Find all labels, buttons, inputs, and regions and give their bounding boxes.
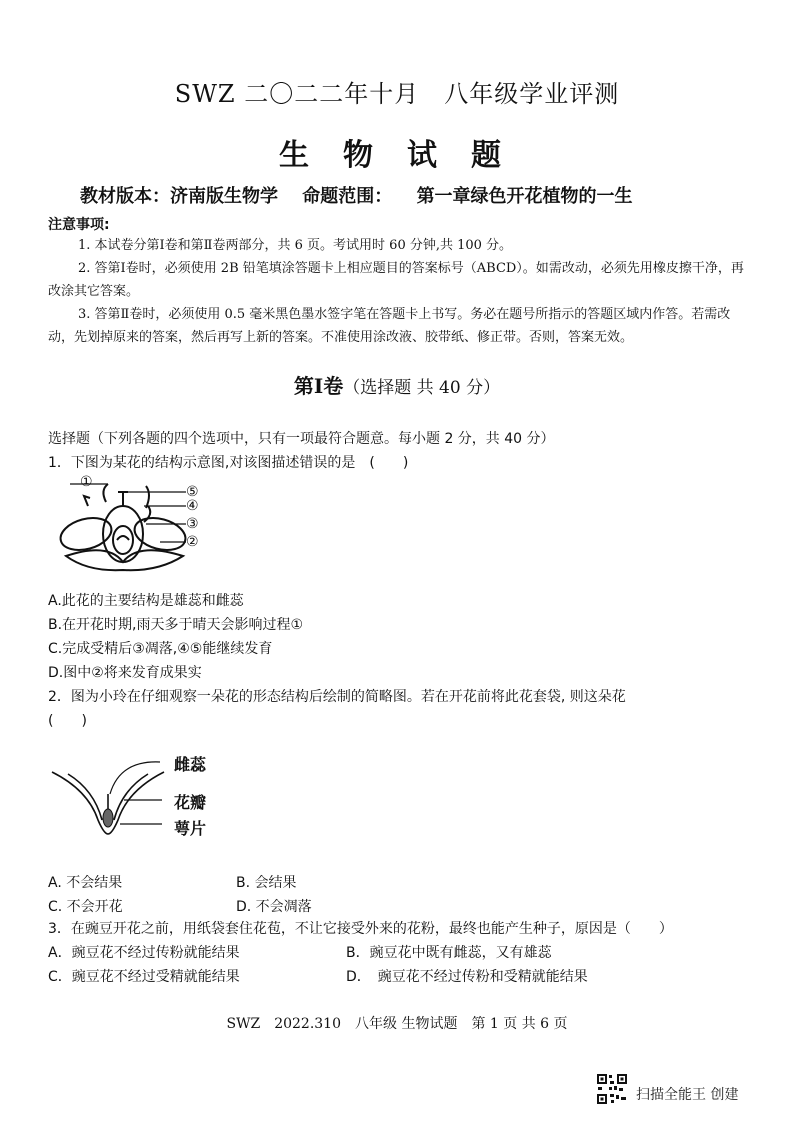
exam-title: SWZ 二〇二二年十月 八年级学业评测 — [174, 80, 620, 108]
question-2-stem: 2．图为小玲在仔细观察一朵花的形态结构后绘制的简略图。若在开花前将此花套袋, 则这朵花 — [48, 689, 626, 705]
question-1-stem: 1．下图为某花的结构示意图,对该图描述错误的是 ( ) — [48, 455, 409, 471]
q2-option-d: D. 不会凋落 — [236, 899, 312, 915]
q3-option-b: B．豌豆花中既有雌蕊，又有雄蕊 — [346, 945, 552, 961]
question-3-stem: 3．在豌豆开花之前，用纸袋套住花苞，不让它接受外来的花粉，最终也能产生种子，原因是（ ） — [48, 921, 673, 937]
scope-label: 命题范围： — [302, 186, 393, 207]
instructions: 选择题（下列各题的四个选项中，只有一项最符合题意。每小题 2 分，共 40 分） — [48, 431, 555, 447]
q2-option-b: B. 会结果 — [236, 875, 297, 891]
qr-code-icon — [596, 1073, 628, 1105]
page-footer: SWZ 2022.310 八年级 生物试题 第 1 页 共 6 页 — [226, 1016, 568, 1032]
q2-option-a: A. 不会结果 — [48, 875, 123, 891]
subject-title: 生物试题 — [279, 138, 535, 173]
fig1-label-2: ② — [186, 534, 199, 550]
label-sepal: 萼片 — [174, 819, 207, 838]
fig1-label-1: ① — [80, 474, 93, 490]
fig1-label-4: ④ — [186, 498, 199, 514]
q3-option-a: A．豌豆花不经过传粉就能结果 — [48, 945, 240, 961]
label-petal: 花瓣 — [174, 793, 207, 812]
q3-option-d: D． 豌豆花不经过传粉和受精就能结果 — [346, 969, 588, 985]
scope-value: 第一章绿色开花植物的一生 — [416, 186, 633, 207]
q3-option-c: C．豌豆花不经过受精就能结果 — [48, 969, 240, 985]
notice-item-2: 2. 答第Ⅰ卷时，必须使用 2B 铅笔填涂答题卡上相应题目的答案标号（ABCD）。如需改动，必须先用橡皮擦干净，再改涂其它答案。 — [48, 261, 744, 299]
simple-flower-figure — [48, 750, 178, 840]
fig1-label-5: ⑤ — [186, 484, 199, 500]
section-title — [0, 370, 794, 399]
q1-option-d: D.图中②将来发育成果实 — [48, 665, 202, 681]
section-sub: （选择题 共 40 分） — [343, 378, 501, 398]
q1-option-c: C.完成受精后③凋落,④⑤能继续发育 — [48, 641, 273, 657]
q2-option-c: C. 不会开花 — [48, 899, 123, 915]
exam-meta — [80, 182, 651, 208]
fig1-label-3: ③ — [186, 516, 199, 532]
scanner-watermark: 扫描全能王 创建 — [636, 1087, 739, 1103]
question-2-stem-cont: ( ) — [48, 713, 87, 729]
notice-item-1: 1. 本试卷分第Ⅰ卷和第Ⅱ卷两部分，共 6 页。考试用时 60 分钟,共 100 分。 — [78, 238, 513, 253]
section-name: 第Ⅰ卷 — [293, 374, 344, 398]
textbook-version: 教材版本：济南版生物学 — [80, 186, 278, 207]
q1-option-a: A.此花的主要结构是雄蕊和雌蕊 — [48, 593, 244, 609]
notice-heading: 注意事项: — [48, 217, 110, 233]
notice-item-3: 3. 答第Ⅱ卷时，必须使用 0.5 毫米黑色墨水签字笔在答题卡上书写。务必在题号所指示的答题区域内作答。若需改动，先划掉原来的答案，然后再写上新的答案。不准使用涂改液、胶带纸、修正带。否则，答案无效。 — [48, 307, 731, 345]
label-pistil: 雌蕊 — [174, 755, 207, 774]
q1-option-b: B.在开花时期,雨天多于晴天会影响过程① — [48, 617, 304, 633]
